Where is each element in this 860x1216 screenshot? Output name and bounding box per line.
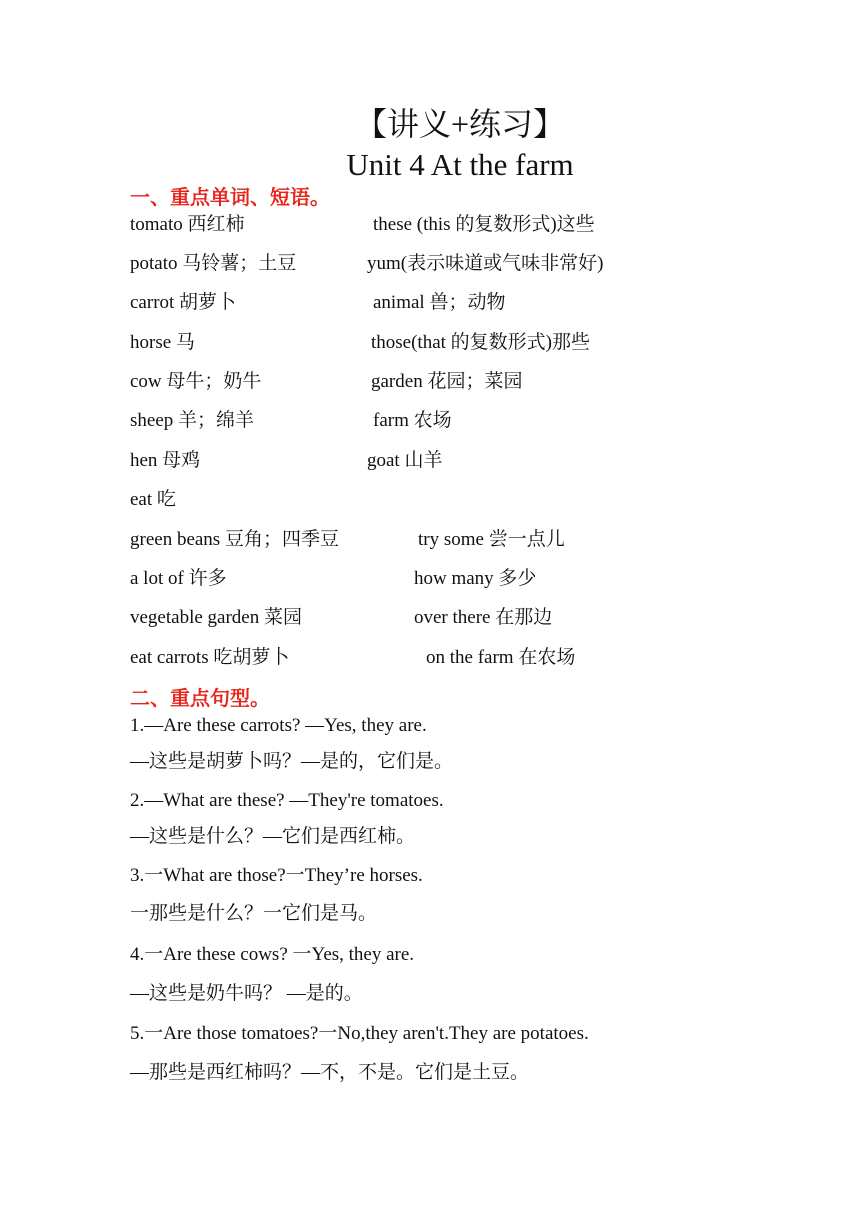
vocab-phrase: green beans 豆角；四季豆 [130,529,339,550]
sentence-chinese: 一那些是什么？一它们是马。 [130,903,378,924]
vocab-term: sheep 羊；绵羊 [130,410,255,431]
vocab-row [0,289,860,317]
sentence-english: 4.一Are these cows? 一Yes, they are. [130,944,415,965]
vocab-term: these (this 的复数形式)这些 [373,214,595,235]
sentence-english: 5.一Are those tomatoes?一No,they aren't.They are potatoes. [130,1023,589,1044]
vocab-phrase: a lot of 许多 [130,568,227,589]
vocab-phrase: eat carrots 吃胡萝卜 [130,647,290,668]
sentence-english: 2.—What are these? —They're tomatoes. [130,790,444,811]
vocab-term: potato 马铃薯；土豆 [130,253,297,274]
vocab-row [0,565,860,593]
vocab-term: those(that 的复数形式)那些 [371,332,591,353]
vocab-term: eat 吃 [130,489,176,510]
vocab-term: tomato 西红柿 [130,214,245,235]
section-heading-sentences: 二、重点句型。 [130,686,270,710]
section-heading-vocabulary: 一、重点单词、短语。 [130,185,330,209]
vocab-row [0,526,860,554]
vocab-row [0,407,860,435]
sentence-english: 3.一What are those?一They’re horses. [130,865,423,886]
vocab-row [0,486,860,514]
vocab-row [0,644,860,672]
vocab-phrase: over there 在那边 [414,607,553,628]
sentence-chinese: —这些是胡萝卜吗？—是的，它们是。 [130,751,454,772]
vocab-row [0,447,860,475]
sentence-chinese: —那些是西红柿吗？—不，不是。它们是土豆。 [130,1062,530,1083]
vocab-row [0,211,860,239]
vocab-row [0,250,860,278]
vocab-phrase: on the farm 在农场 [426,647,576,668]
unit-title: Unit 4 At the farm [346,147,574,182]
sentence-chinese: —这些是什么？—它们是西红柿。 [130,826,416,847]
vocab-term: animal 兽；动物 [373,292,506,313]
vocab-term: carrot 胡萝卜 [130,292,237,313]
handout-title: 【讲义+练习】 [354,106,566,142]
vocab-phrase: vegetable garden 菜园 [130,607,302,628]
vocab-term: farm 农场 [373,410,452,431]
sentence-english: 1.—Are these carrots? —Yes, they are. [130,715,427,736]
vocab-term: yum(表示味道或气味非常好) [367,253,604,274]
vocab-term: cow 母牛；奶牛 [130,371,262,392]
vocab-row [0,604,860,632]
vocab-phrase: try some 尝一点儿 [418,529,565,550]
vocab-term: horse 马 [130,332,195,353]
sentence-chinese: —这些是奶牛吗？ —是的。 [130,983,363,1004]
vocab-term: goat 山羊 [367,450,443,471]
vocab-term: garden 花园；菜园 [371,371,523,392]
vocab-term: hen 母鸡 [130,450,201,471]
vocab-row [0,368,860,396]
vocab-phrase: how many 多少 [414,568,537,589]
vocab-row [0,329,860,357]
